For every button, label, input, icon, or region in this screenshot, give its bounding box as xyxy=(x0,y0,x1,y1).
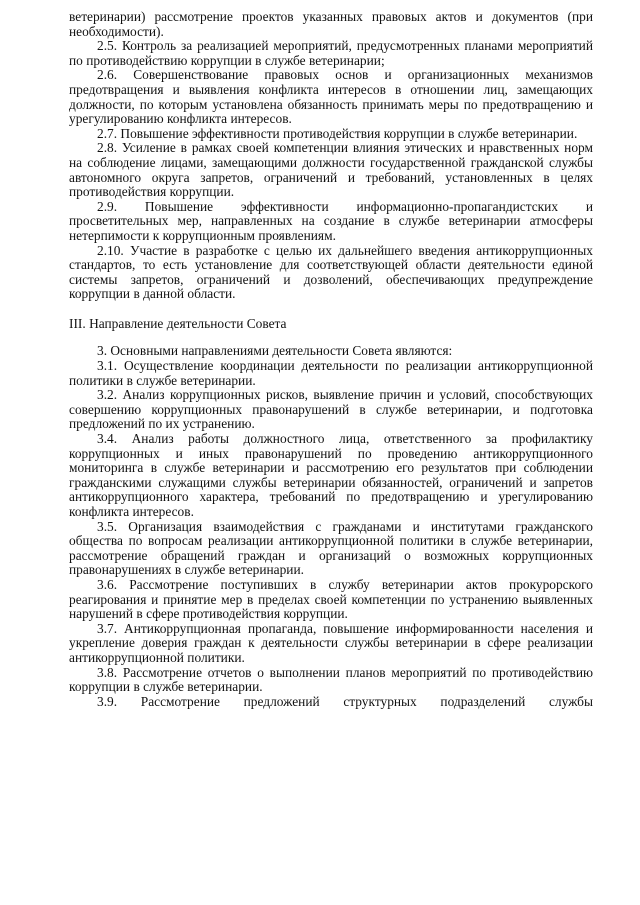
paragraphs-after xyxy=(69,344,593,709)
section-heading: III. Направление деятельности Совета xyxy=(69,315,287,331)
paragraph-p-2-4-cont: ветеринарии) рассмотрение проектов указанных правовых актов и документов (при необходимости). xyxy=(69,9,593,39)
paragraph-p-3-9: 3.9. Рассмотрение предложений структурных подразделений службы xyxy=(97,693,593,709)
paragraph-p-2-7: 2.7. Повышение эффективности противодействия коррупции в службе ветеринарии. xyxy=(97,125,578,141)
paragraph-p-3: 3. Основными направлениями деятельности Совета являются: xyxy=(97,343,453,359)
document-page xyxy=(69,10,593,709)
paragraph-p-3-8: 3.8. Рассмотрение отчетов о выполнении планов мероприятий по противодействию коррупции в службе ветеринарии. xyxy=(69,664,593,695)
paragraph-p-2-6: 2.6. Совершенствование правовых основ и организационных механизмов предотвращения и выявления конфликта интересов в отношении лиц, замещающих должности, по которым установлена обязанность принимать меры по предотвращению и урегулированию конфликта интересов. xyxy=(69,67,593,127)
paragraph-p-3-5: 3.5. Организация взаимодействия с гражданами и институтами гражданского общества по вопросам реализации антикоррупционной политики в службе ветеринарии, рассмотрение обращений граждан и организаций о возможных коррупционных правонарушениях в службе ветеринарии. xyxy=(69,518,593,578)
paragraphs-before xyxy=(69,10,593,302)
paragraph-p-3-6: 3.6. Рассмотрение поступивших в службу ветеринарии актов прокурорского реагирования и принятие мер в пределах своей компетенции по устранению выявленных нарушений в сфере противодействия коррупции. xyxy=(69,576,593,622)
paragraph-p-3-3: 3.4. Анализ работы должностного лица, ответственного за профилактику коррупционных и иных правонарушений по проведению антикоррупционного мониторинга в службе ветеринарии и рассмотрению его результатов при соблюдении гражданскими служащими службы ветеринарии обязанностей, ограничений и запретов антикоррупционного характера, требований по предотвращению и урегулированию конфликта интересов. xyxy=(69,431,593,519)
paragraph-p-2-10: 2.10. Участие в разработке с целью их дальнейшего введения антикоррупционных стандартов, то есть установление для соответствующей области деятельности единой системы запретов, ограничений и дозволений, обеспечивающих предупреждение коррупции в данной области. xyxy=(69,242,593,302)
paragraph-p-3-2: 3.2. Анализ коррупционных рисков, выявление причин и условий, способствующих совершению коррупционных правонарушений в службе ветеринарии, и подготовка предложений по их устранению. xyxy=(69,387,593,432)
paragraph-p-3-7: 3.7. Антикоррупционная пропаганда, повышение информированности населения и укрепление доверия граждан к деятельности службы ветеринарии в сфере реализации антикоррупционной политики. xyxy=(69,620,593,665)
paragraph-p-3-1: 3.1. Осуществление координации деятельности по реализации антикоррупционной политики в службе ветеринарии. xyxy=(69,358,593,388)
paragraph-p-2-5: 2.5. Контроль за реализацией мероприятий, предусмотренных планами мероприятий по противодействию коррупции в службе ветеринарии; xyxy=(69,38,593,68)
paragraph-p-2-8: 2.8. Усиление в рамках своей компетенции влияния этических и нравственных норм на соблюдение лицами, замещающими должности государственной гражданской службы автономного округа запретов, ограничений и требований, установленных в целях противодействия коррупции. xyxy=(69,140,593,200)
paragraph-p-2-9: 2.9. Повышение эффективности информационно-пропагандистских и просветительных мер, направленных на создание в службе ветеринарии атмосферы нетерпимости к коррупционным проявлениям. xyxy=(69,198,593,243)
